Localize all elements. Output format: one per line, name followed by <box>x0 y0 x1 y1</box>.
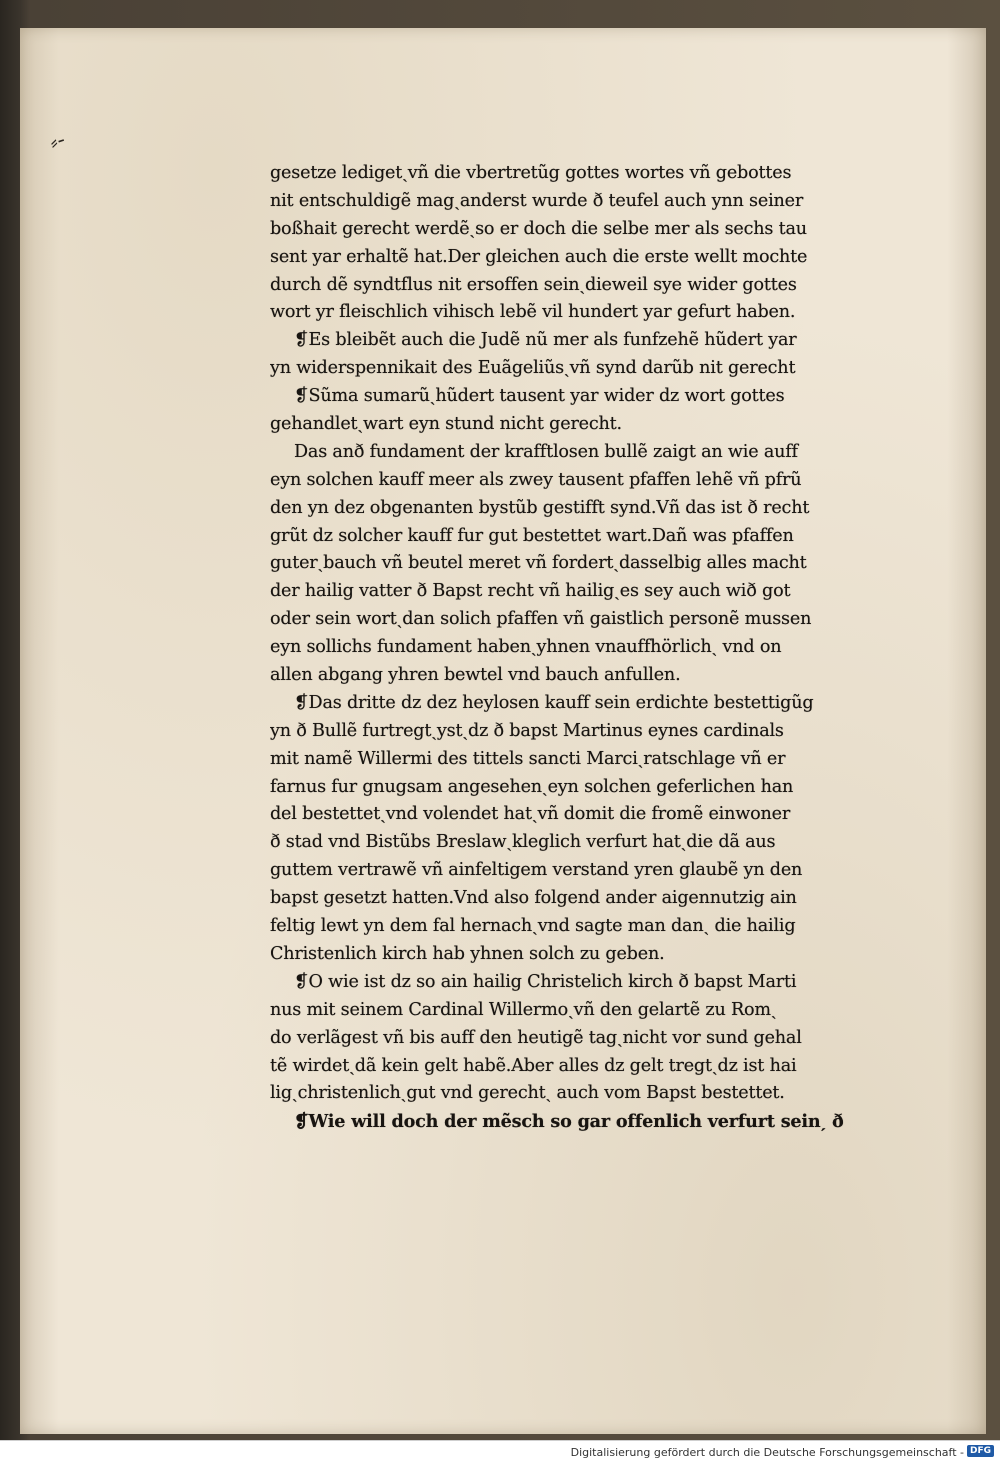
text-line: feltig lewt yn dem fal hernachˏvnd sagte man danˏ die hailig <box>270 916 796 937</box>
paragraph-start-line: Das anð fundament der krafftlosen bullẽ zaigt an wie auff <box>294 441 798 462</box>
text-line: yn ð Bullẽ furtregtˏystˏdz ð bapst Martinus eynes cardinals <box>270 720 784 741</box>
dfg-logo[interactable]: DFG <box>967 1445 994 1457</box>
text-line: guttem vertrawẽ vñ ainfeltigem verstand yren glaubẽ yn den <box>270 860 803 881</box>
text-line: grũt dz solcher kauff fur gut bestettet wart.Dañ was pfaffen <box>270 525 794 546</box>
text-line: wort yr fleischlich vihisch lebẽ vil hundert yar gefurt haben. <box>270 302 796 323</box>
text-line: den yn dez obgenanten bystũb gestifft synd.Vñ das ist ð recht <box>270 497 810 518</box>
text-line: mit namẽ Willermi des tittels sancti Marciˏratschlage vñ er <box>270 748 786 769</box>
text-line: yn widerspennikait des Euãgeliũsˏvñ synd darũb nit gerecht <box>270 358 796 379</box>
text-line: del bestettetˏvnd volendet hatˏvñ domit die fromẽ einwoner <box>270 804 791 825</box>
text-line: guterˏbauch vñ beutel meret vñ fordertˏdasselbig alles macht <box>270 553 807 574</box>
paragraph-start-line: ❡Es bleibẽt auch die Judẽ nũ mer als funfzehẽ hũdert yar <box>294 330 797 351</box>
text-line: durch dẽ syndtflus nit ersoffen seinˏdieweil sye wider gottes <box>270 274 797 295</box>
paragraph-start-line: ❡Das dritte dz dez heylosen kauff sein erdichte bestettigũg <box>294 692 814 713</box>
paragraph-start-line: ❡Sũma sumarũˏhũdert tausent yar wider dz wort gottes <box>294 386 785 407</box>
text-line: farnus fur gnugsam angesehenˏeyn solchen geferlichen han <box>270 776 794 797</box>
text-line: bapst gesetzt hatten.Vnd also folgend ander aigennutzig ain <box>270 888 797 909</box>
paragraph-start-line: ❡O wie ist dz so ain hailig Christelich kirch ð bapst Marti <box>294 971 797 992</box>
text-line: tẽ wirdetˏdã kein gelt habẽ.Aber alles dz gelt tregtˏdz ist hai <box>270 1055 797 1076</box>
text-line: gesetze ledigetˏvñ die vbertretũg gottes wortes vñ gebottes <box>270 163 792 183</box>
text-line: Christenlich kirch hab yhnen solch zu geben. <box>270 943 665 964</box>
paragraph-start-line: ❡Wie will doch der mẽsch so gar offenlich verfurt seinˏ ð <box>294 1111 844 1133</box>
margin-mark: ⸗‐ <box>46 127 69 156</box>
text-line: oder sein wortˏdan solich pfaffen vñ gaistlich personẽ mussen <box>270 609 812 630</box>
text-line: eyn sollichs fundament habenˏyhnen vnauffhörlichˏ vnd on <box>270 637 782 658</box>
footer-bar <box>0 1440 1000 1465</box>
footer-credit: Digitalisierung gefördert durch die Deutsche Forschungsgemeinschaft - <box>570 1446 964 1459</box>
text-line: ð stad vnd Bistũbs Breslawˏkleglich verfurt hatˏdie dã aus <box>270 832 776 853</box>
text-line: gehandletˏwart eyn stund nicht gerecht. <box>270 414 622 435</box>
text-line: sent yar erhaltẽ hat.Der gleichen auch die erste wellt mochte <box>270 246 808 267</box>
text-line: nus mit seinem Cardinal Willermoˏvñ den gelartẽ zu Romˏ <box>270 999 777 1020</box>
text-line: nit entschuldigẽ magˏanderst wurde ð teufel auch ynn seiner <box>270 190 804 211</box>
text-line: allen abgang yhren bewtel vnd bauch anfullen. <box>270 665 681 686</box>
text-line: eyn solchen kauff meer als zwey tausent pfaffen lehẽ vñ pfrũ <box>270 469 802 490</box>
text-line: ligˏchristenlichˏgut vnd gerechtˏ auch vom Bapst bestettet. <box>270 1083 785 1104</box>
text-line: do verlãgest vñ bis auff den heutigẽ tagˏnicht vor sund gehal <box>270 1027 802 1048</box>
text-line: der hailig vatter ð Bapst recht vñ hailigˏes sey auch wið got <box>270 581 791 602</box>
text-line: boßhait gerecht werdẽˏso er doch die selbe mer als sechs tau <box>270 218 807 239</box>
text-block <box>270 160 942 1136</box>
